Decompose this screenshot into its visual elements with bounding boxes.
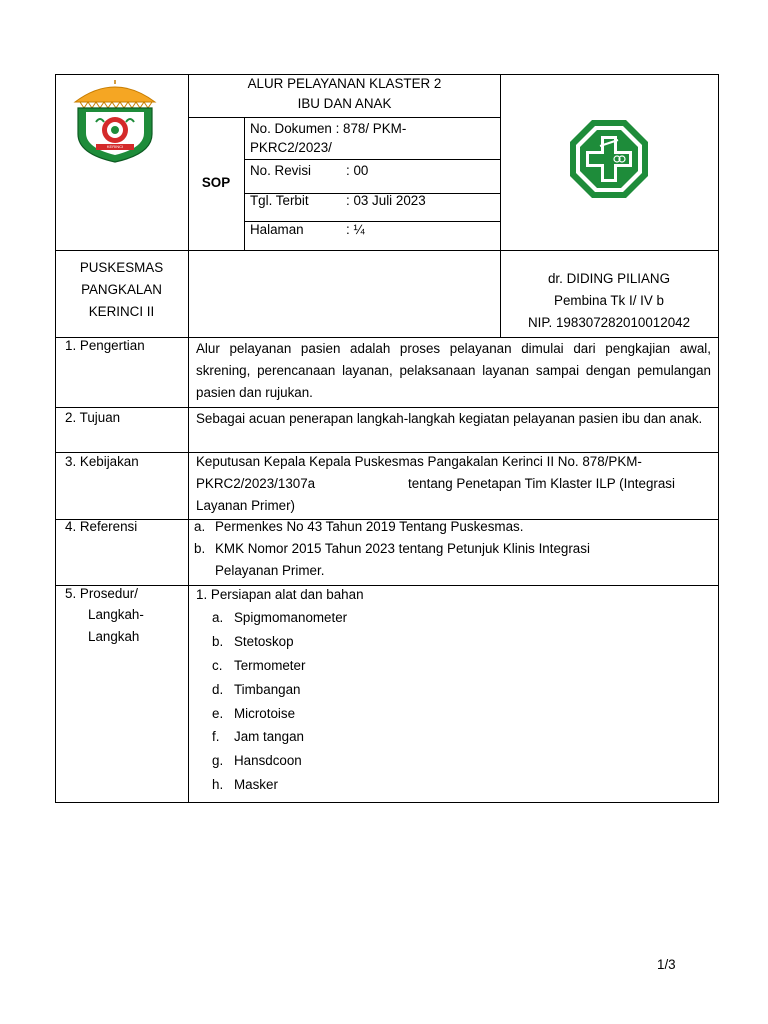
issued-label: Tgl. Terbit [250,193,309,208]
referensi-marker-a: a. [194,519,206,534]
org-name-line1: PUSKESMAS [79,260,164,275]
page-value: : ¼ [346,222,365,237]
prosedur-item-text: Microtoise [234,706,296,721]
prosedur-item-text: Hansdcoon [234,753,302,768]
left-logo-ribbon: KERINCI [106,144,124,149]
sop-label: SOP [201,175,231,190]
referensi-item-a: Permenkes No 43 Tahun 2019 Tentang Puskesmas. [215,519,524,534]
page-label: Halaman [250,222,304,237]
signer-name: dr. DIDING PILIANG [547,271,671,286]
org-name-line3: KERINCI II [88,304,155,319]
puskesmas-logo [570,120,648,198]
prosedur-item-text: Stetoskop [234,634,294,649]
referensi-item-b-line2: Pelayanan Primer. [215,563,325,578]
revision-label: No. Revisi [250,163,312,178]
section-label-prosedur-line2: Langkah- [88,607,144,622]
kebijakan-line1: Keputusan Kepala Kepala Puskesmas Pangakalan Kerinci II No. 878/PKM- [196,454,642,469]
kebijakan-line2-subject: tentang Penetapan Tim Klaster ILP (Integrasi [408,476,675,491]
revision-value: : 00 [346,163,369,178]
prosedur-item-marker: e. [212,706,224,721]
kebijakan-line2-number: PKRC2/2023/1307a [196,476,316,491]
page-number: 1/3 [657,957,676,972]
prosedur-item-text: Jam tangan [234,729,304,744]
prosedur-item-marker: h. [212,777,224,792]
doc-title-line2: IBU DAN ANAK [297,96,392,111]
signer-nip: NIP. 198307282010012042 [527,315,691,330]
prosedur-heading: 1. Persiapan alat dan bahan [196,587,364,602]
signer-rank: Pembina Tk I/ IV b [554,293,664,308]
prosedur-item-text: Spigmomanometer [234,610,348,625]
section-label-tujuan: 2. Tujuan [65,410,121,425]
referensi-marker-b: b. [194,541,206,556]
doc-number-line2: PKRC2/2023/ [250,140,332,155]
prosedur-item-marker: g. [212,753,224,768]
prosedur-item-marker: a. [212,610,224,625]
pengertian-text: Alur pelayanan pasien adalah proses pelayanan dimulai dari pengkajian awal, skrening, perencanaan layanan, pelaksanaan layanan sampai dengan pemulangan pasien dan rujukan. [196,341,711,400]
referensi-item-b-line1: KMK Nomor 2015 Tahun 2023 tentang Petunjuk Klinis Integrasi [215,541,590,556]
prosedur-item-marker: f. [212,729,220,744]
prosedur-item-marker: c. [212,658,223,673]
kerinci-regency-logo [70,78,160,164]
section-label-pengertian: 1. Pengertian [65,338,145,353]
kebijakan-line3: Layanan Primer) [196,498,295,513]
section-label-referensi: 4. Referensi [65,519,138,534]
doc-title-line1: ALUR PELAYANAN KLASTER 2 [247,76,442,91]
prosedur-item-text: Masker [234,777,278,792]
issued-value: : 03 Juli 2023 [346,193,426,208]
section-label-prosedur-line3: Langkah [88,629,140,644]
section-label-kebijakan: 3. Kebijakan [65,454,139,469]
prosedur-item-text: Termometer [234,658,306,673]
section-label-prosedur-line1: 5. Prosedur/ [65,586,138,601]
prosedur-item-marker: b. [212,634,224,649]
org-name-line2: PANGKALAN [81,282,162,297]
prosedur-item-marker: d. [212,682,224,697]
tujuan-text: Sebagai acuan penerapan langkah-langkah kegiatan pelayanan pasien ibu dan anak. [196,411,703,426]
doc-number-line1: No. Dokumen : 878/ PKM- [250,121,407,136]
prosedur-item-text: Timbangan [234,682,301,697]
